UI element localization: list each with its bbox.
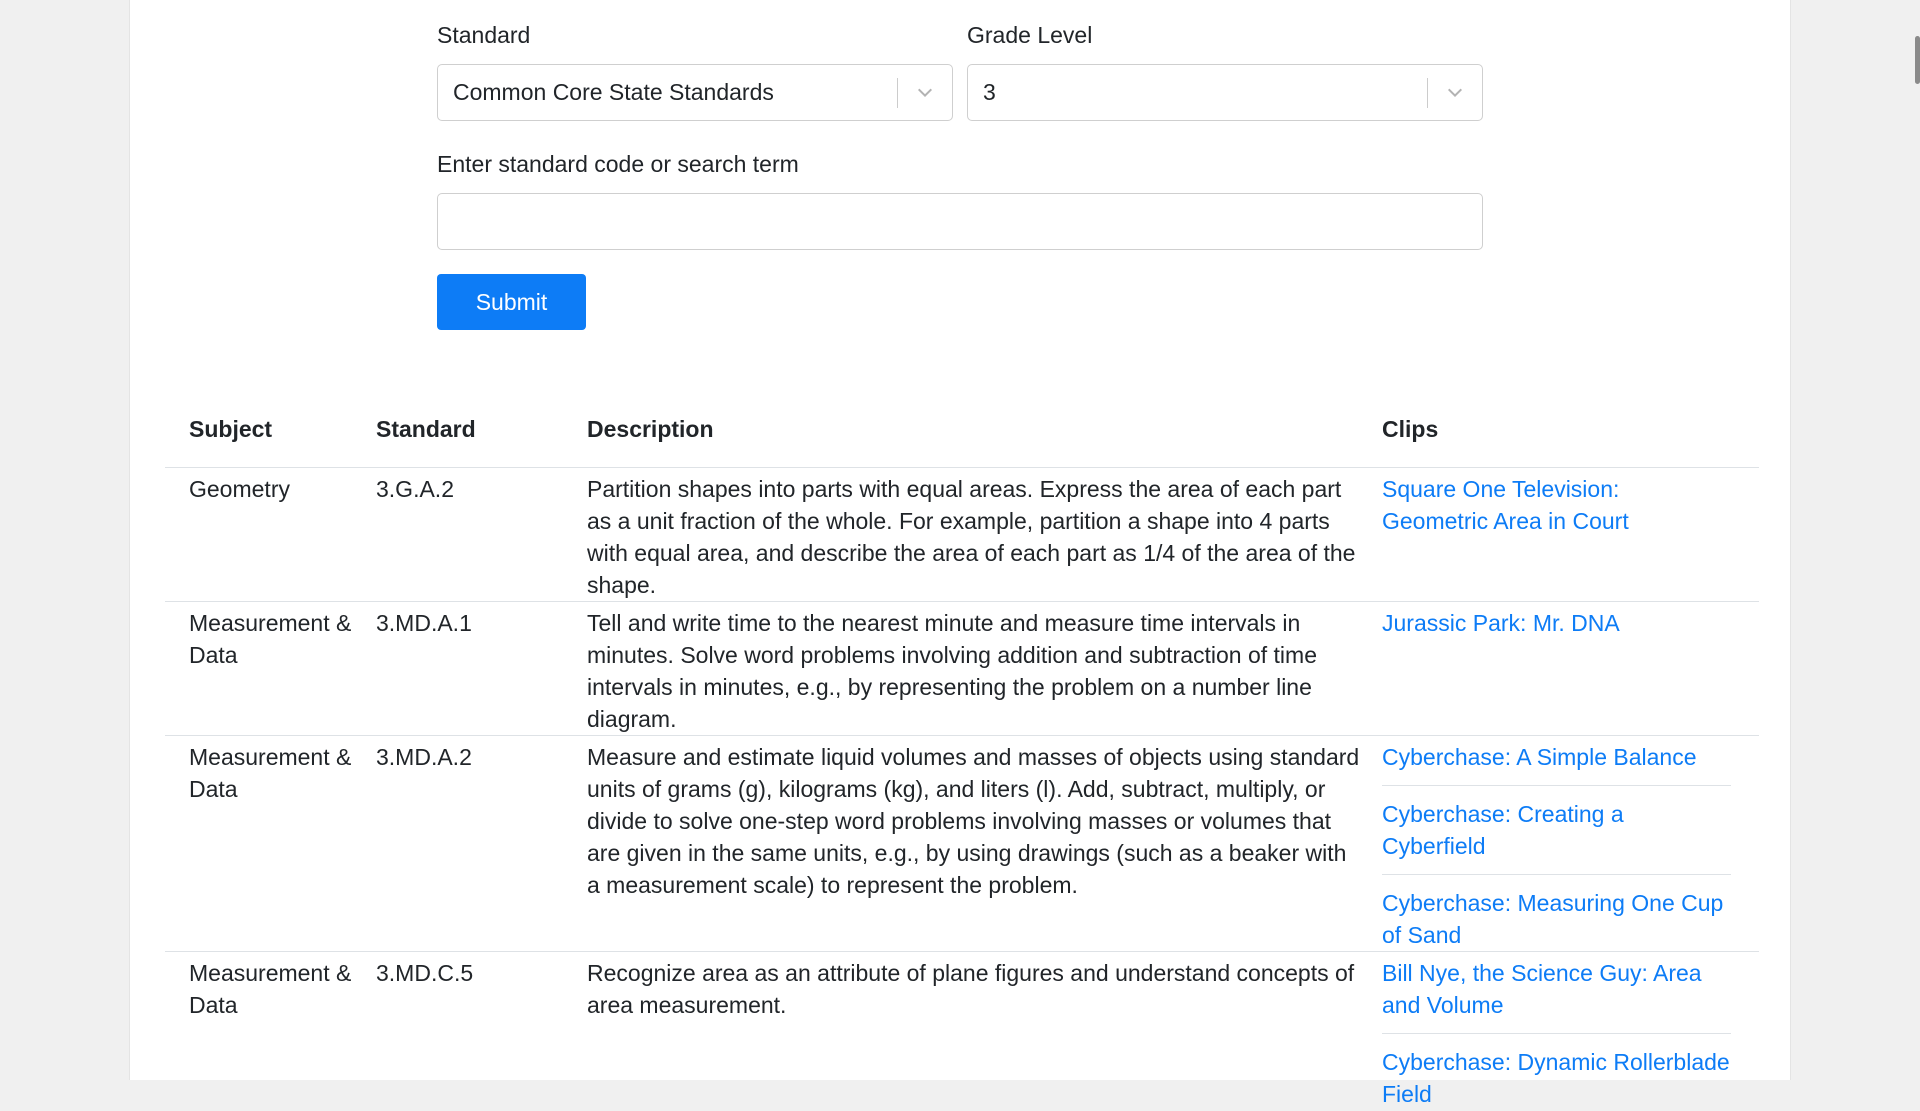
standard-cell: 3.MD.C.5 [376,951,587,1111]
description-cell: Partition shapes into parts with equal areas. Express the area of each part as a unit fraction of the whole. For example, partition a shape into 4 parts with equal area, and describe the area of each part as 1/4 of the area of the shape. [587,467,1382,601]
clip-link[interactable]: Cyberchase: Creating a Cyberfield [1382,798,1731,875]
clip-link[interactable]: Cyberchase: A Simple Balance [1382,741,1731,786]
description-cell: Measure and estimate liquid volumes and masses of objects using standard units of grams (g), kilograms (kg), and liters (l). Add, subtract, multiply, or divide to solve one-step word problems involving masses or volumes that are given in the same units, e.g., by using drawings (such as a beaker with a measurement scale) to represent the problem. [587,735,1382,951]
grade-select[interactable] [967,64,1483,121]
grade-select-value: 3 [983,79,996,105]
column-header-subject: Subject [165,402,376,467]
select-separator [897,78,898,108]
chevron-down-icon[interactable] [1446,83,1464,101]
standard-select-value: Common Core State Standards [453,79,774,105]
submit-button[interactable]: Submit [437,274,586,330]
grade-label: Grade Level [967,22,1093,48]
clip-link[interactable]: Square One Television: Geometric Area in Court [1382,475,1629,534]
clip-link[interactable]: Bill Nye, the Science Guy: Area and Volume [1382,957,1731,1034]
search-input[interactable] [437,193,1483,250]
clip-link[interactable]: Cyberchase: Measuring One Cup of Sand [1382,889,1724,948]
column-header-clips: Clips [1382,402,1759,467]
search-label: Enter standard code or search term [437,151,799,177]
clips-cell [1382,601,1759,735]
table-header-row [165,402,1759,467]
standards-table [165,402,1759,1111]
subject-cell: Measurement & Data [165,735,376,951]
subject-cell: Measurement & Data [165,951,376,1111]
standard-cell: 3.MD.A.2 [376,735,587,951]
table-row [165,601,1759,735]
standard-select[interactable] [437,64,953,121]
scrollbar-thumb[interactable] [1915,36,1920,84]
clip-link[interactable]: Jurassic Park: Mr. DNA [1382,609,1620,636]
clips-cell [1382,735,1759,951]
chevron-down-icon[interactable] [916,83,934,101]
standard-cell: 3.MD.A.1 [376,601,587,735]
clips-cell [1382,951,1759,1111]
clips-cell [1382,467,1759,601]
subject-cell: Geometry [165,467,376,601]
column-header-description: Description [587,402,1382,467]
table-row [165,735,1759,951]
table-row [165,951,1759,1111]
standard-cell: 3.G.A.2 [376,467,587,601]
standard-label: Standard [437,22,531,48]
subject-cell: Measurement & Data [165,601,376,735]
select-separator [1427,78,1428,108]
description-cell: Tell and write time to the nearest minute and measure time intervals in minutes. Solve word problems involving addition and subtraction of time intervals in minutes, e.g., by representing the problem on a number line diagram. [587,601,1382,735]
page-container [129,0,1791,1107]
table-row [165,467,1759,601]
description-cell: Recognize area as an attribute of plane figures and understand concepts of area measurement. [587,951,1382,1111]
column-header-standard: Standard [376,402,587,467]
clip-link[interactable]: Cyberchase: Dynamic Rollerblade Field [1382,1048,1730,1107]
